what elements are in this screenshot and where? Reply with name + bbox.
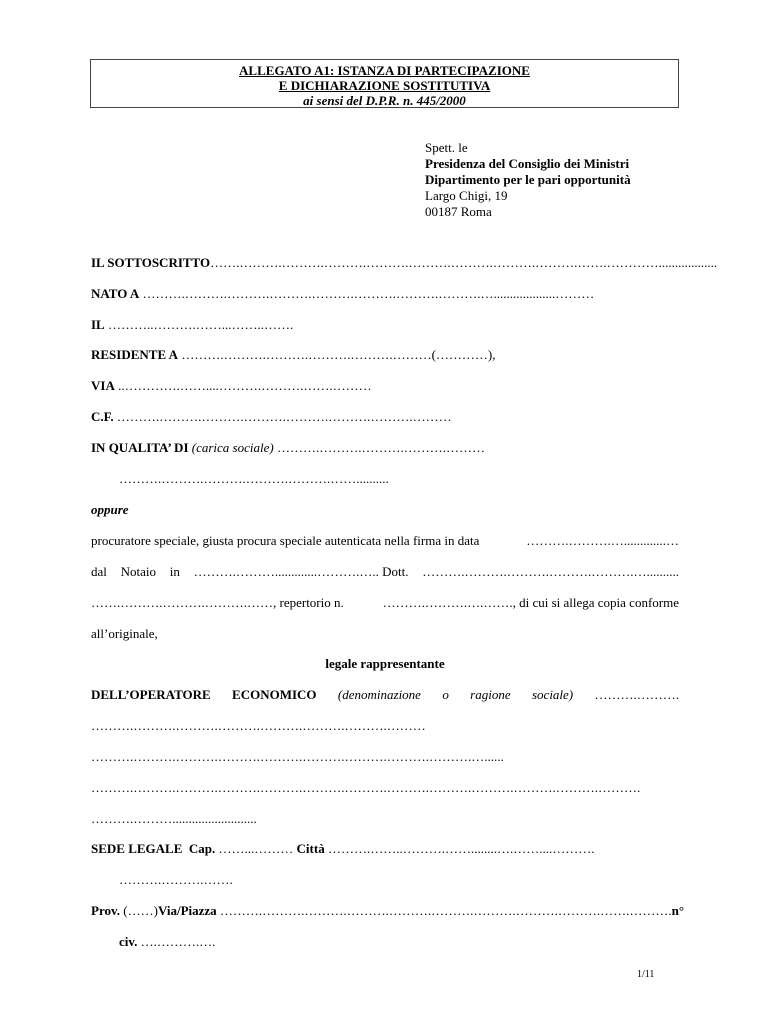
sede-label: SEDE LEGALE xyxy=(91,841,183,856)
ragione-label: ragione xyxy=(470,687,511,702)
notaio-row xyxy=(91,564,679,580)
operatore-line3 xyxy=(91,780,640,796)
operatore-field[interactable]: ……….………. xyxy=(594,687,679,702)
denominazione-label: (denominazione xyxy=(337,687,421,702)
cf-label: C.F. xyxy=(91,409,114,424)
prov-label: Prov. xyxy=(91,903,121,918)
cf-row xyxy=(91,409,452,425)
qualita-cont-row xyxy=(119,471,389,487)
sottoscritto-field[interactable]: …….……….……….……….……….……….……….……….……….…….………….................. xyxy=(210,255,718,270)
dott-field[interactable]: ……….……….……….……….……….….......... xyxy=(422,564,679,579)
qualita-paren: (carica sociale) xyxy=(191,440,274,455)
operatore-line4 xyxy=(91,811,257,827)
residente-row xyxy=(91,347,495,363)
citta-field[interactable]: ……….……..……….……........….……....………. xyxy=(327,841,595,856)
qualita-cont-field[interactable]: ……….……….……….……….……….…….......... xyxy=(119,471,389,486)
oppure-label: oppure xyxy=(91,502,129,517)
sede-cont-row xyxy=(119,872,233,888)
cap-field[interactable]: ……...……… xyxy=(218,841,294,856)
operatore-line1 xyxy=(91,718,426,734)
via-label: VIA xyxy=(91,378,115,393)
nato-row xyxy=(91,286,594,302)
recipient-street: Largo Chigi, 19 xyxy=(425,188,508,203)
prov-row xyxy=(91,903,685,919)
viapiazza-field[interactable]: ……….……….……….……….……….……….……….……….……….…….………. xyxy=(219,903,672,918)
economico-label: ECONOMICO xyxy=(232,687,317,702)
via-row xyxy=(91,378,372,394)
residente-label: RESIDENTE A xyxy=(91,347,179,362)
recipient-org1: Presidenza del Consiglio dei Ministri xyxy=(425,156,630,171)
cf-field[interactable]: ……….……….……….……….……….……….……….……… xyxy=(116,409,452,424)
civ-row xyxy=(119,934,215,950)
qualita-label: IN QUALITA’ DI xyxy=(91,440,189,455)
operatore-row xyxy=(91,687,679,703)
repertorio-text: ……….……….….……., di cui si allega copia conforme xyxy=(382,595,679,610)
operatore-field-line2[interactable]: ……….……….……….……….……….……….……….……….……….…...... xyxy=(91,749,504,764)
recipient-address xyxy=(425,140,631,220)
qualita-field[interactable]: ……….……….……….……….……… xyxy=(276,440,485,455)
il-field[interactable]: ………..……….……...……..……. xyxy=(107,317,294,332)
operatore-field-line3[interactable]: ……….……….……….……….……….……….……….……….……….……….……….……….………. xyxy=(91,780,641,795)
page-number: 1/11 xyxy=(637,969,655,980)
header-title-line1: ALLEGATO A1: ISTANZA DI PARTECIPAZIONE xyxy=(239,63,530,78)
document-header-box xyxy=(90,59,679,108)
operatore-label: DELL’OPERATORE xyxy=(91,687,211,702)
header-subtitle: ai sensi del D.P.R. n. 445/2000 xyxy=(303,93,466,108)
notaio-label: Notaio xyxy=(120,564,157,579)
n-label: n° xyxy=(671,903,685,918)
citta-label: Città xyxy=(296,841,325,856)
header-title-line2: E DICHIARAZIONE SOSTITUTIVA xyxy=(278,78,491,93)
residente-field[interactable]: ……….……….……….……….……….………(…………), xyxy=(181,347,496,362)
cap-label: Cap. xyxy=(188,841,216,856)
originale-row xyxy=(91,626,158,642)
civ-field[interactable]: ….……….…. xyxy=(140,934,216,949)
recipient-org2: Dipartimento per le pari opportunità xyxy=(425,172,631,187)
recipient-city: 00187 Roma xyxy=(425,204,492,219)
procuratore-text: procuratore speciale, giusta procura speciale autenticata nella firma in data xyxy=(91,533,480,548)
operatore-line2 xyxy=(91,749,504,765)
operatore-field-line4[interactable]: ……….……….......................... xyxy=(91,811,257,826)
nato-field[interactable]: ……….……….……….……….……….……….……….……….…...................……… xyxy=(142,286,595,301)
originale-text: all’originale, xyxy=(91,626,158,641)
recipient-salutation: Spett. le xyxy=(425,140,468,155)
operatore-field-line1[interactable]: ……….……….……….……….……….……….……….……… xyxy=(91,718,426,733)
il-row xyxy=(91,317,293,333)
procuratore-field[interactable]: ……….……….….............… xyxy=(526,533,679,548)
prov-field[interactable]: (……) xyxy=(123,903,158,918)
o-label: o xyxy=(442,687,449,702)
viapiazza-label: Via/Piazza xyxy=(157,903,217,918)
sottoscritto-row xyxy=(91,255,717,271)
il-label: IL xyxy=(91,317,105,332)
civ-label: civ. xyxy=(119,934,138,949)
legale-rappresentante-heading: legale rappresentante xyxy=(325,656,445,671)
sociale-label: sociale) xyxy=(531,687,574,702)
sede-row xyxy=(91,841,594,857)
repertorio-field[interactable]: …….……….……….……….……, repertorio n. xyxy=(91,595,344,610)
sede-cont-field[interactable]: ……….……….……. xyxy=(119,872,233,887)
sottoscritto-label: IL SOTTOSCRITTO xyxy=(91,255,211,270)
nato-label: NATO A xyxy=(91,286,140,301)
notaio-dal: dal xyxy=(91,564,107,579)
repertorio-row xyxy=(91,595,679,611)
qualita-row xyxy=(91,440,485,456)
via-field[interactable]: ..………….……....……….……….…….……… xyxy=(118,378,372,393)
oppure-row xyxy=(91,502,129,518)
procuratore-row xyxy=(91,533,679,549)
notaio-in: in xyxy=(169,564,180,579)
notaio-field[interactable]: ……….……….............……….….. Dott. xyxy=(193,564,409,579)
